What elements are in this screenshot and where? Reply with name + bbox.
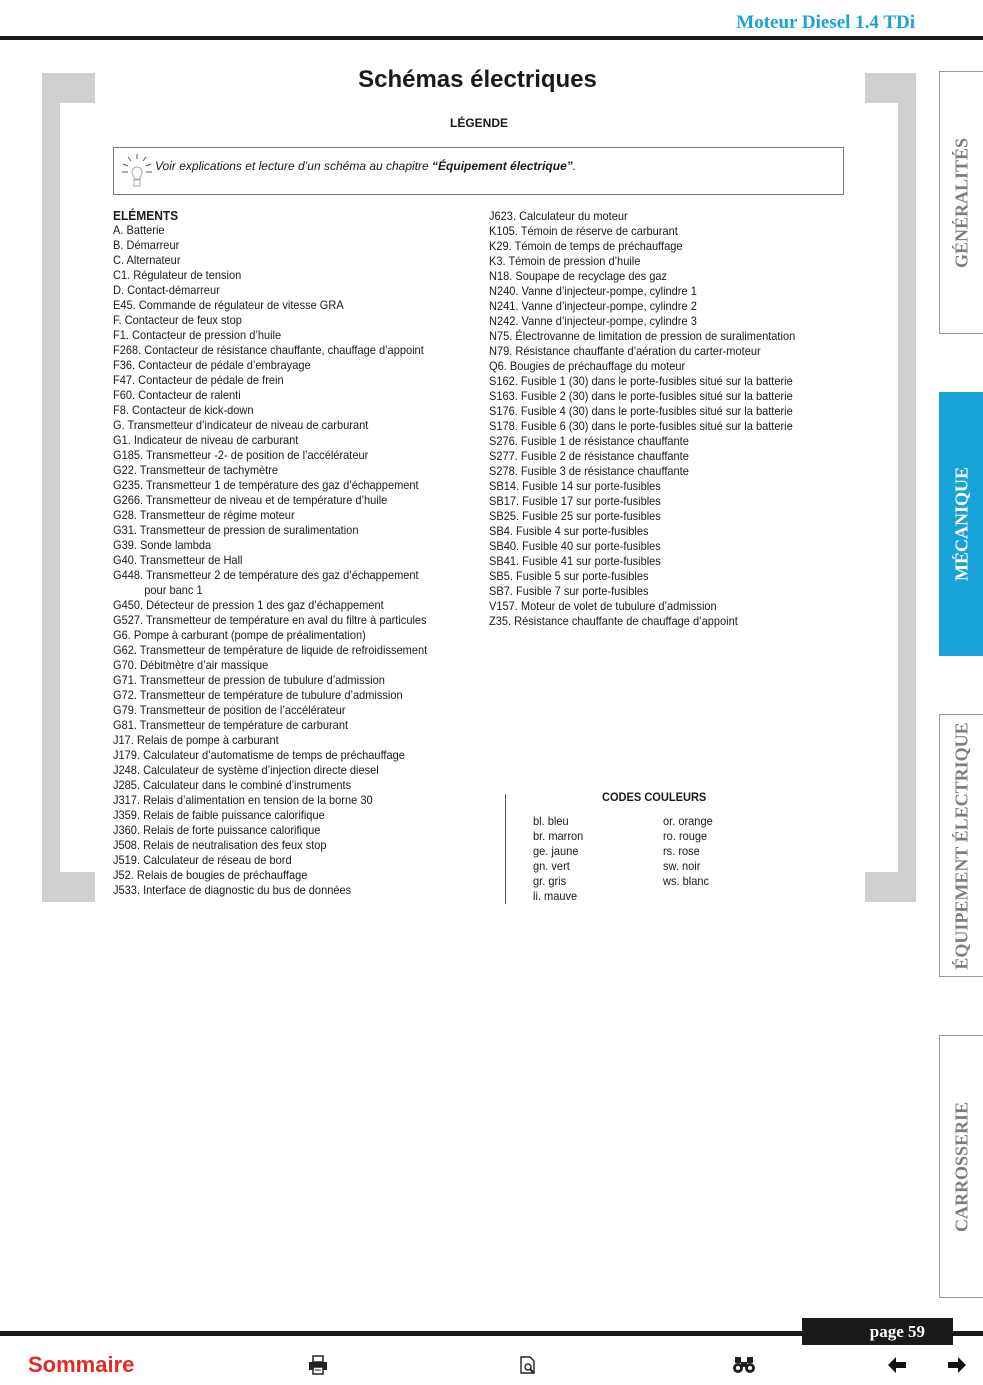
left-bracket [42,73,60,902]
lightbulb-icon [120,152,154,192]
element-item: D. Contact-démarreur [113,283,220,297]
element-item: N240. Vanne d’injecteur-pompe, cylindre 1 [489,284,697,298]
page-title: Schémas électriques [358,66,597,93]
tab-carrosserie[interactable] [939,1035,983,1298]
zoom-page-icon[interactable] [518,1354,540,1376]
sommaire-link[interactable]: Sommaire [28,1352,135,1377]
element-item: S276. Fusible 1 de résistance chauffante [489,434,689,448]
element-item: G39. Sonde lambda [113,538,212,552]
tab-label: ÉQUIPEMENT ÉLECTRIQUE [951,721,971,970]
tab-mecanique[interactable] [939,392,983,656]
color-codes-col2 [663,814,713,889]
element-item: G235. Transmetteur 1 de température des gaz d’échappement [113,478,419,492]
element-item: G450. Détecteur de pression 1 des gaz d’échappement [113,598,384,612]
element-item: C1. Régulateur de tension [113,268,242,282]
element-item: J360. Relais de forte puissance calorifique [113,823,321,837]
element-item: S176. Fusible 4 (30) dans le porte-fusibles situé sur la batterie [489,404,793,418]
element-item: S278. Fusible 3 de résistance chauffante [489,464,689,478]
element-item: F47. Contacteur de pédale de frein [113,373,284,387]
element-item: N75. Électrovanne de limitation de pression de suralimentation [489,329,796,343]
tab-generalites[interactable] [939,71,983,334]
header-rule [0,36,983,40]
element-item: J17. Relais de pompe à carburant [113,733,279,747]
element-item: G266. Transmetteur de niveau et de température d’huile [113,493,388,507]
element-item: G527. Transmetteur de température en aval du filtre à particules [113,613,427,627]
element-item: J519. Calculateur de réseau de bord [113,853,292,867]
color-codes-title: CODES COULEURS [602,790,707,804]
color-code-item: br. marron [533,829,584,843]
color-code-item: ge. jaune [533,844,579,858]
element-item: J508. Relais de neutralisation des feux stop [113,838,327,852]
element-item: S178. Fusible 6 (30) dans le porte-fusibles situé sur la batterie [489,419,793,433]
element-item: E45. Commande de régulateur de vitesse GRA [113,298,344,312]
note-text [155,159,576,173]
element-item: G1. Indicateur de niveau de carburant [113,433,299,447]
element-item: Q6. Bougies de préchauffage du moteur [489,359,686,373]
element-item: G28. Transmetteur de régime moteur [113,508,295,522]
color-code-item: ro. rouge [663,829,708,843]
element-item: G79. Transmetteur de position de l’accélérateur [113,703,346,717]
tab-label: GÉNÉRALITÉS [951,137,971,268]
element-item: SB7. Fusible 7 sur porte-fusibles [489,584,649,598]
print-icon[interactable] [307,1354,329,1376]
element-item: Z35. Résistance chauffante de chauffage d’appoint [489,614,738,628]
element-item: K29. Témoin de temps de préchauffage [489,239,683,253]
element-item: G81. Transmetteur de température de carburant [113,718,349,732]
elements-heading: ELÉMENTS [113,208,179,223]
color-code-item: li. mauve [533,889,578,903]
element-item: N241. Vanne d’injecteur-pompe, cylindre 2 [489,299,697,313]
element-item: C. Alternateur [113,253,181,267]
color-code-item: bl. bleu [533,814,569,828]
element-item: F1. Contacteur de pression d’huile [113,328,282,342]
color-code-item: gn. vert [533,859,570,873]
element-item: N242. Vanne d’injecteur-pompe, cylindre 3 [489,314,697,328]
legend-heading: LÉGENDE [449,116,508,130]
element-item: SB25. Fusible 25 sur porte-fusibles [489,509,661,523]
page-number: page 59 [869,1322,925,1341]
element-item: SB17. Fusible 17 sur porte-fusibles [489,494,661,508]
element-item: K105. Témoin de réserve de carburant [489,224,678,238]
element-item: J248. Calculateur de système d’injection directe diesel [113,763,379,777]
element-item: G. Transmetteur d’indicateur de niveau de carburant [113,418,369,432]
element-item: J179. Calculateur d’automatisme de temps de préchauffage [113,748,405,762]
tab-label: CARROSSERIE [951,1101,971,1232]
element-item: J623. Calculateur du moteur [489,209,628,223]
element-item: SB40. Fusible 40 sur porte-fusibles [489,539,661,553]
color-code-item: ws. blanc [663,874,710,888]
element-item: S163. Fusible 2 (30) dans le porte-fusibles situé sur la batterie [489,389,793,403]
element-item: G6. Pompe à carburant (pompe de préalimentation) [113,628,366,642]
elements-list-left [113,208,472,898]
page-number-box [802,1318,953,1345]
arrow-left-icon[interactable] [886,1354,908,1376]
elements-right-items [489,209,839,629]
element-item: F8. Contacteur de kick-down [113,403,254,417]
arrow-right-icon[interactable] [946,1354,968,1376]
element-item: G22. Transmetteur de tachymètre [113,463,279,477]
color-code-item: gr. gris [533,874,567,888]
element-item: G448. Transmetteur 2 de température des gaz d’échappement [113,568,419,582]
codes-divider [505,794,506,904]
element-item: F. Contacteur de feux stop [113,313,242,327]
element-item: J317. Relais d’alimentation en tension de la borne 30 [113,793,373,807]
element-item: G70. Débitmètre d’air massique [113,658,269,672]
element-item: S162. Fusible 1 (30) dans le porte-fusibles situé sur la batterie [489,374,793,388]
element-item: J359. Relais de faible puissance calorifique [113,808,325,822]
note-emphasis: “Équipement électrique” [432,159,573,173]
tab-equipement-electrique[interactable] [939,714,983,977]
color-code-item: sw. noir [663,859,701,873]
element-item: pour banc 1 [144,583,203,597]
element-item: F268. Contacteur de résistance chauffante, chauffage d’appoint [113,343,424,357]
element-item: N18. Soupape de recyclage des gaz [489,269,667,283]
note-box [113,147,844,195]
element-item: K3. Témoin de pression d’huile [489,254,641,268]
element-item: G40. Transmetteur de Hall [113,553,243,567]
element-item: SB14. Fusible 14 sur porte-fusibles [489,479,661,493]
element-item: V157. Moteur de volet de tubulure d’admission [489,599,717,613]
tab-label: MÉCANIQUE [951,466,971,582]
element-item: S277. Fusible 2 de résistance chauffante [489,449,689,463]
color-code-item: or. orange [663,814,713,828]
element-item: G31. Transmetteur de pression de suralimentation [113,523,359,537]
element-item: F60. Contacteur de ralenti [113,388,241,402]
element-item: G71. Transmetteur de pression de tubulure d’admission [113,673,385,687]
element-item: B. Démarreur [113,238,180,252]
element-item: SB41. Fusible 41 sur porte-fusibles [489,554,661,568]
color-codes-col1 [533,814,583,904]
right-bracket [898,73,916,902]
note-prefix: Voir explications et lecture d’un schéma au chapitre [155,159,433,173]
search-binoculars-icon[interactable] [732,1354,754,1376]
elements-list-right [489,209,839,629]
element-item: G62. Transmetteur de température de liquide de refroidissement [113,643,428,657]
element-item: G72. Transmetteur de température de tubulure d’admission [113,688,403,702]
element-item: SB4. Fusible 4 sur porte-fusibles [489,524,649,538]
elements-left-items [113,223,472,898]
right-bracket-bottom [865,872,916,902]
document-title: Moteur Diesel 1.4 TDi [736,12,915,33]
element-item: J533. Interface de diagnostic du bus de données [113,883,352,897]
left-bracket-bottom [42,872,95,902]
element-item: J285. Calculateur dans le combiné d’instruments [113,778,352,792]
note-suffix: . [572,159,577,173]
element-item: J52. Relais de bougies de préchauffage [113,868,308,882]
element-item: A. Batterie [113,223,165,237]
element-item: SB5. Fusible 5 sur porte-fusibles [489,569,649,583]
color-code-item: rs. rose [663,844,700,858]
element-item: N79. Résistance chauffante d’aération du carter-moteur [489,344,761,358]
element-item: G185. Transmetteur -2- de position de l’accélérateur [113,448,369,462]
element-item: F36. Contacteur de pédale d’embrayage [113,358,311,372]
